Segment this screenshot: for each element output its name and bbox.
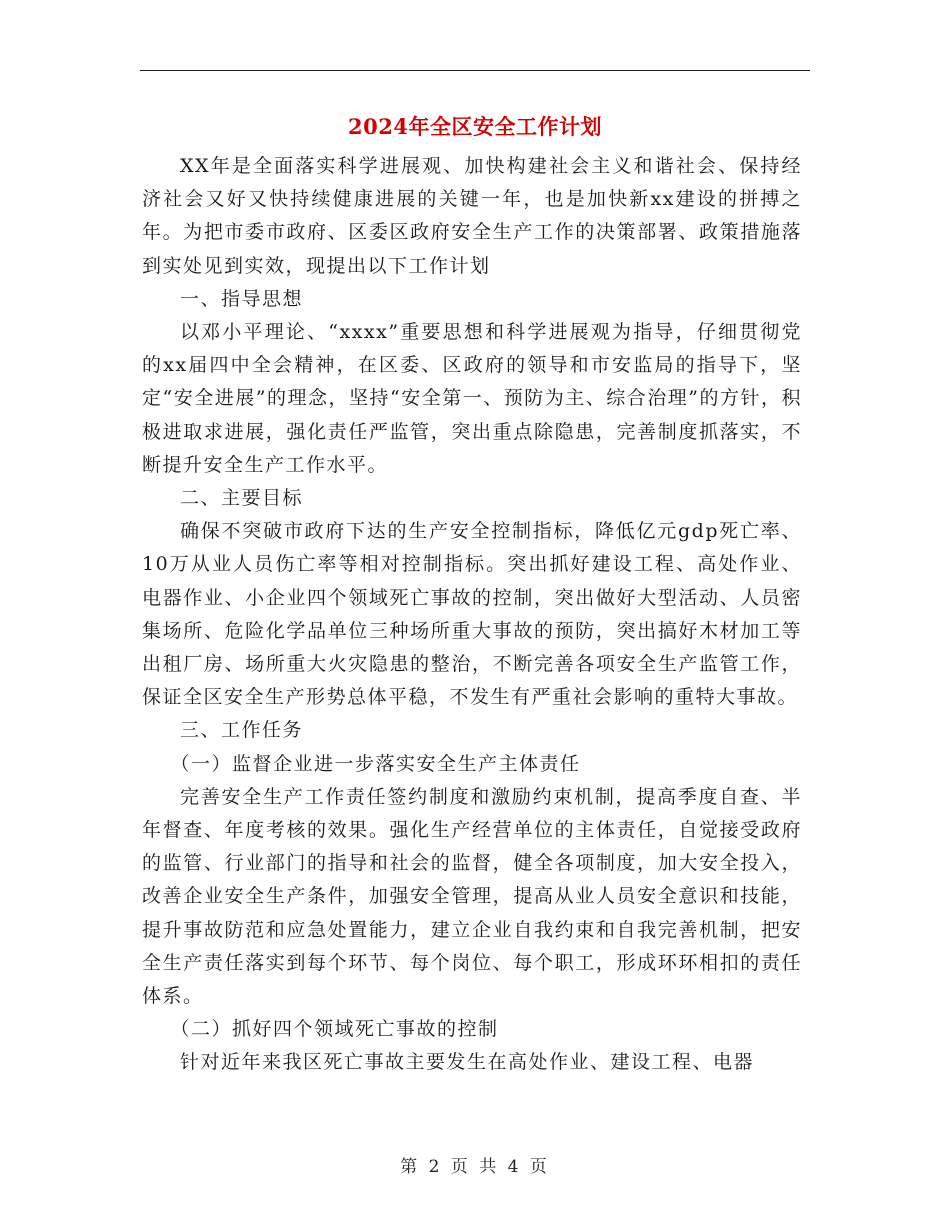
section-heading-main-goals: 二、主要目标 [180, 487, 304, 510]
paragraph-task-2: 针对近年来我区死亡事故主要发生在高处作业、建设工程、电器 [180, 1051, 755, 1074]
paragraph-intro: XX年是全面落实科学进展观、加快构建社会主义和谐社会、保持经济社会又好又快持续健康进展的关键一年，也是加快新xx建设的拼搏之年。为把市委市政府、区委区政府安全生产工作的决策部署、政策措施落到实处见到实效，现提出以下工作计划 [142, 155, 802, 277]
page-number: 第 2 页 共 4 页 [400, 1157, 550, 1177]
subsection-heading-1: （一）监督企业进一步落实安全生产主体责任 [170, 752, 581, 775]
subsection-heading-2: （二）抓好四个领域死亡事故的控制 [170, 1018, 499, 1041]
paragraph-main-goals: 确保不突破市政府下达的生产安全控制指标，降低亿元gdp死亡率、10万从业人员伤亡率等相对控制指标。突出抓好建设工程、高处作业、电器作业、小企业四个领域死亡事故的控制，突出做好大型活动、人员密集场所、危险化学品单位三种场所重大事故的预防，突出搞好木材加工等出租厂房、场所重大火灾隐患的整治，不断完善各项安全生产监管工作，保证全区安全生产形势总体平稳，不发生有严重社会影响的重特大事故。 [142, 520, 802, 709]
section-heading-guiding-ideology: 一、指导思想 [180, 287, 304, 310]
paragraph-task-1: 完善安全生产工作责任签约制度和激励约束机制，提高季度自查、半年督查、年度考核的效果。强化生产经营单位的主体责任，自觉接受政府的监管、行业部门的指导和社会的监督，健全各项制度，加大安全投入，改善企业安全生产条件，加强安全管理，提高从业人员安全意识和技能，提升事故防范和应急处置能力，建立企业自我约束和自我完善机制，把安全生产责任落实到每个环节、每个岗位、每个职工，形成环环相扣的责任体系。 [142, 785, 802, 1008]
document-title: 2024年全区安全工作计划 [348, 114, 602, 139]
paragraph-guiding-ideology: 以邓小平理论、“xxxx”重要思想和科学进展观为指导，仔细贯彻党的xx届四中全会精神，在区委、区政府的领导和市安监局的指导下，坚定“安全进展”的理念，坚持“安全第一、预防为主、综合治理”的方针，积极进取求进展，强化责任严监管，突出重点除隐患，完善制度抓落实，不断提升安全生产工作水平。 [142, 321, 802, 476]
section-heading-work-tasks: 三、工作任务 [180, 719, 304, 742]
header-rule [140, 70, 810, 71]
document-body [142, 150, 802, 1080]
